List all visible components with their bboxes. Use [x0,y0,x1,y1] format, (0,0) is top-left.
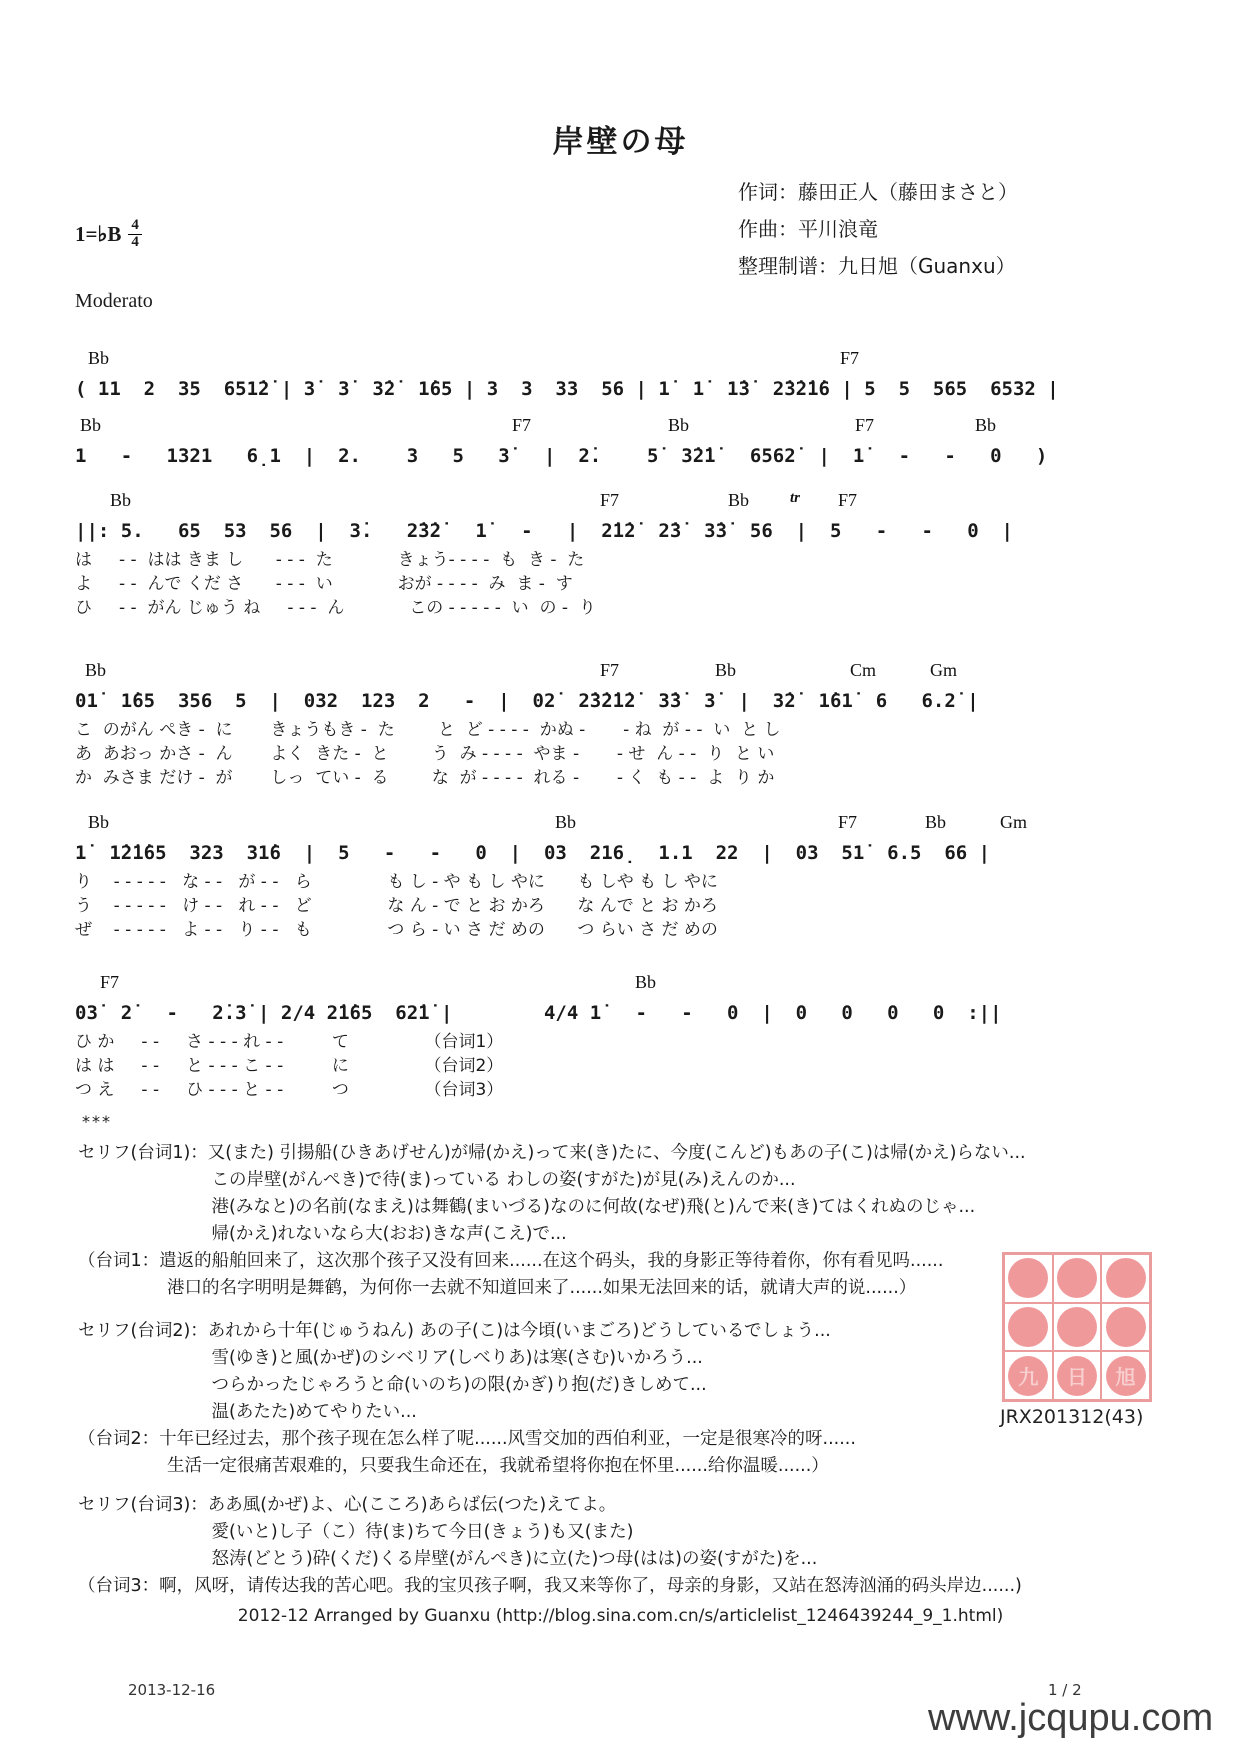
arranger-credit: 整理制谱：九日旭（Guanxu） [738,254,1016,278]
chord-symbol: Gm [930,660,957,680]
time-signature-denominator: 4 [131,233,139,250]
chord-row [75,972,1085,996]
lyric-line-3: か みさま だけ - が しっ てい - る な が - - - - れる - - く も - - よ り か [75,768,775,788]
key-signature [75,218,142,251]
jianpu-note-line: 03̇ 2̇ - 2̇.3̇ | 2/4 2̇1̇65 62̇1̇ | 4/4 1̇ - - 0 | 0 0 0 0 :|| [75,1002,1002,1024]
chord-symbol: F7 [600,660,620,680]
chord-row [75,415,1085,439]
chord-symbol: F7 [600,490,620,510]
chord-row [75,812,1085,836]
chord-symbol: Bb [668,415,690,435]
jianpu-note-line: 01̇ 1̇65 356 5 | 032 123 2 - | 02̇ 2̇3̇2̇1̇2̇ 3̇3̇ 3̇ | 3̇2̇ 1̇61̇ 6 6.2̇ | [75,690,979,712]
chord-symbol: Bb [635,972,657,992]
lyric-line-2: あ あおっ かさ - ん よく きた - と う み - - - - やま - - せ ん - - り と い [75,744,775,764]
jianpu-note-line: 1 - 1321 6̣1 | 2. 3 5 3̇ | 2̇. 5̇ 3̇2̇1̇ 6562̇ | 1̇ - - 0 ) [75,445,1048,467]
speech-line: 港口的名字明明是舞鹤，为何你一去就不知道回来了......如果无法回来的话，就请大声的说......） [78,1278,917,1298]
composer-credit: 作曲：平川浪竜 [738,217,878,241]
lyric-line-2: う - - - - - け - - れ - - ど な ん - で と お かろ な んで と お かろ [75,896,718,916]
speech-line: 生活一定很痛苦艰难的，只要我生命还在，我就希望将你抱在怀里......给你温暖......） [78,1456,829,1476]
chord-row [75,660,1085,684]
speech-line: （台词2：十年已经过去，那个孩子现在怎么样了呢......风雪交加的西伯利亚，一定是很寒冷的呀...... [78,1429,856,1449]
chord-symbol: F7 [100,972,120,992]
speech-line: 港(みなと)の名前(なまえ)は舞鶴(まいづる)なのに何故(なぜ)飛(と)んで来(き)てはくれぬのじゃ... [78,1197,976,1217]
chord-symbol: Bb [88,812,110,832]
page-title: 岸壁の母 [552,124,689,160]
arrangement-credit: 2012-12 Arranged by Guanxu (http://blog.sina.com.cn/s/articlelist_1246439244_9_1.html) [237,1606,1004,1626]
stamp-dot [1057,1307,1097,1347]
lyricist-credit: 作词：藤田正人（藤田まさと） [738,180,1018,204]
trill-ornament: tr [790,490,801,506]
time-signature-numerator: 4 [128,218,142,235]
speech-line: 帰(かえ)れないなら大(おお)きな声(こえ)で... [78,1224,567,1244]
stamp-cell [1053,1351,1102,1400]
page-number: 1 / 2 [1048,1681,1082,1699]
stamp-dot [1008,1258,1048,1298]
chord-symbol: F7 [838,812,858,832]
seal-stamp-label: JRX201312(43) [1000,1406,1144,1428]
stamp-dot: 旭 [1106,1356,1146,1396]
chord-symbol: Bb [88,348,110,368]
music-system-2 [75,415,1085,473]
music-system-5 [75,812,1085,942]
chord-row [75,348,1085,372]
music-system-1 [75,348,1085,406]
jianpu-note-line: ||: 5. 65 53 56 | 3̇. 2̇3̇2̇ 1̇ - | 2̇1̇2̇ 2̇3̇ 3̇3̇ 56 | 5 - - 0 | [75,520,1013,542]
music-system-4 [75,660,1085,790]
chord-row [75,490,1085,514]
chord-symbol: Bb [975,415,997,435]
speech-line: 雪(ゆき)と風(かぜ)のシベリア(しべりあ)は寒(さむ)いかろう... [78,1348,703,1368]
tempo-marking: Moderato [75,290,153,312]
chord-symbol: F7 [840,348,860,368]
chord-symbol: Cm [850,660,877,680]
speech-line: セリフ(台词1)：又(また) 引揚船(ひきあげせん)が帰(かえ)って来(き)たに、今度(こんど)もあの子(こ)は帰(かえ)らない... [78,1143,1026,1163]
speech-line: 怒涛(どとう)砕(くだ)くる岸壁(がんぺき)に立(た)つ母(はは)の姿(すがた)を... [78,1549,818,1569]
chord-symbol: Bb [715,660,737,680]
speech-line: つらかったじゃろうと命(いのち)の限(かぎ)り抱(だ)きしめて... [78,1375,707,1395]
chord-symbol: Gm [1000,812,1027,832]
stamp-cell [1004,1254,1053,1303]
lyric-line-1: ひ か - - さ - - - れ - - て （台词1） [75,1032,504,1052]
stamp-dot [1057,1258,1097,1298]
lyric-line-1: り - - - - - な - - が - - ら も し - や も し やに も しや も し やに [75,872,718,892]
lyric-line-3: つ え - - ひ - - - と - - つ （台词3） [75,1080,504,1100]
chord-symbol: Bb [110,490,132,510]
lyric-line-3: ひ - - がん じゅう ね - - - ん この - - - - - い の - り [75,598,596,618]
speech-block-3 [78,1492,1233,1600]
jianpu-note-line: 1̇ 1̇2̇1̇65 323 31̇6 | 5 - - 0 | 03 216̣ 1.1 22 | 03 51̇ 6.5 66 | [75,842,991,864]
lyric-line-3: ぜ - - - - - よ - - り - - も つ ら - い さ だ めの つ らい さ だ めの [75,920,718,940]
speech-line: （台词3：啊，风呀，请传达我的苦心吧。我的宝贝孩子啊，我又来等你了，母亲的身影，又站在怒涛汹涌的码头岸边......) [78,1576,1022,1596]
music-system-3 [75,490,1085,620]
section-separator: *** [82,1112,112,1131]
key-signature-text: 1=♭B [75,221,122,246]
stamp-dot [1106,1258,1146,1298]
lyric-line-2: は は - - と - - - こ - - に （台词2） [75,1056,504,1076]
lyric-line-1: は - - はは きま し - - - た きょう- - - - も き - た [75,550,585,570]
speech-line: 愛(いと)し子（こ）待(ま)ちて今日(きょう)も又(また) [78,1522,634,1542]
chord-symbol: Bb [85,660,107,680]
chord-symbol: F7 [855,415,875,435]
speech-line: 温(あたた)めてやりたい... [78,1402,417,1422]
stamp-dot [1106,1307,1146,1347]
chord-symbol: Bb [80,415,102,435]
speech-line: この岸壁(がんぺき)で待(ま)っている わしの姿(すがた)が見(み)えんのか... [78,1170,796,1190]
chord-symbol: Bb [555,812,577,832]
stamp-cell [1101,1254,1150,1303]
credits-block [738,174,1018,285]
music-system-6 [75,972,1085,1102]
stamp-cell [1004,1351,1053,1400]
stamp-cell [1101,1351,1150,1400]
stamp-cell [1053,1303,1102,1352]
stamp-dot: 九 [1008,1356,1048,1396]
time-signature [128,218,142,251]
jianpu-note-line: ( 11 2 35 651̇2̇ | 3̇ 3̇ 3̇2̇ 1̇65 | 3 3 33 56 | 1̇ 1̇ 1̇3̇ 2̇3̇2̇1̇6 | 5 5 565 6532 | [75,378,1059,400]
site-watermark: www.jcqupu.com [928,1697,1214,1739]
chord-symbol: F7 [838,490,858,510]
footer-date: 2013-12-16 [128,1681,216,1699]
speech-line: （台词1：遣返的船舶回来了，这次那个孩子又没有回来......在这个码头，我的身影正等待着你，你有看见吗...... [78,1251,944,1271]
stamp-cell [1101,1303,1150,1352]
speech-line: セリフ(台词2)：あれから十年(じゅうねん) あの子(こ)は今頃(いまごろ)どうしているでしょう... [78,1321,831,1341]
seal-stamp [1002,1252,1152,1402]
stamp-cell [1053,1254,1102,1303]
stamp-dot [1008,1307,1048,1347]
speech-line: セリフ(台词3)：ああ風(かぜ)よ、心(こころ)あらば伝(つた)えてよ。 [78,1495,617,1515]
stamp-cell [1004,1303,1053,1352]
chord-symbol: Bb [728,490,750,510]
stamp-dot: 日 [1057,1356,1097,1396]
chord-symbol: F7 [512,415,532,435]
lyric-line-2: よ - - んで くだ さ - - - い おが - - - - み ま - す [75,574,573,594]
chord-symbol: Bb [925,812,947,832]
lyric-line-1: こ のがん ぺき - に きょうもき - た と ど - - - - かぬ - - ね が - - い と し [75,720,781,740]
